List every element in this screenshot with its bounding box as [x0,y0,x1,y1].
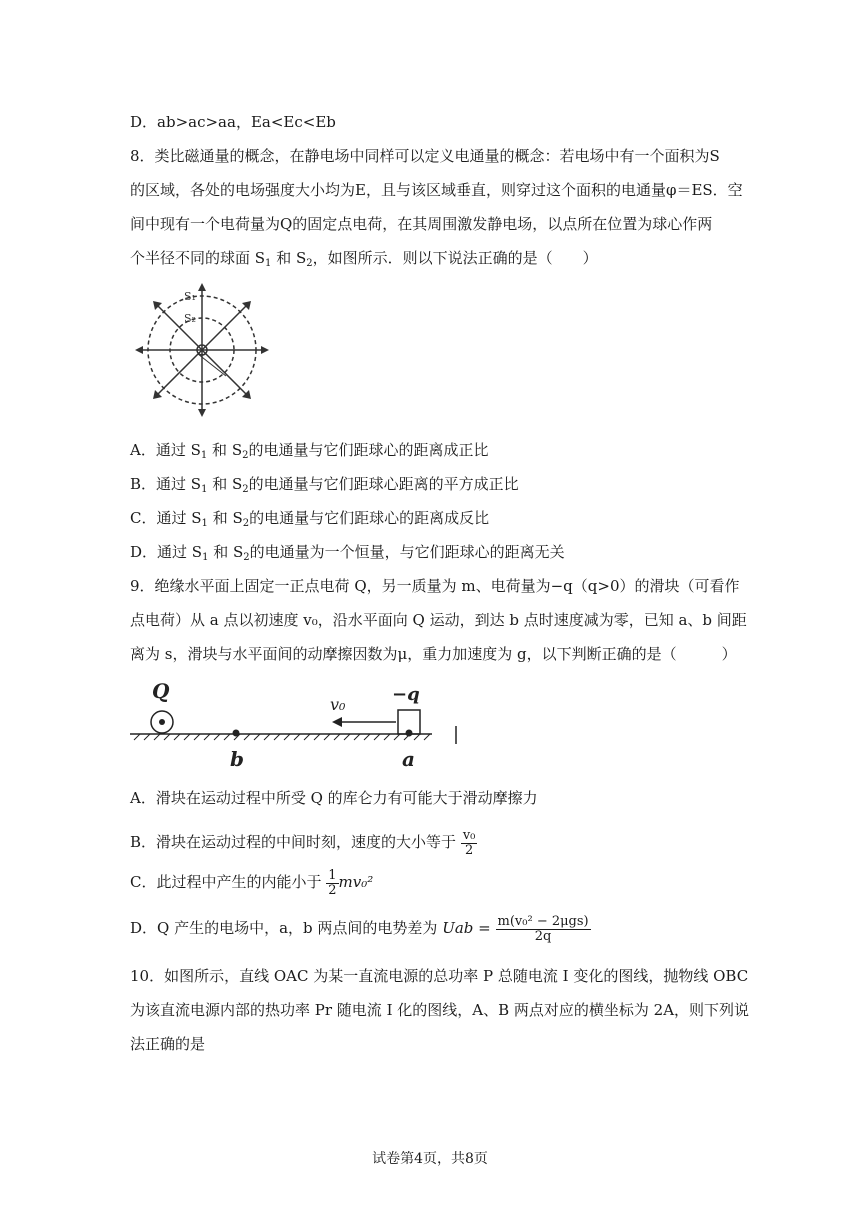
q8-stem-line4: 个半径不同的球面 $S_1$ 和 $S_2$，如图所示．则以下说法正确的是（ ） [130,249,598,269]
fraction-one-half: $\frac{1}{2}$ [328,867,337,898]
q9-stem-line2: 点电荷）从 a 点以初速度 v₀，沿水平面向 Q 运动，到达 b 点时速度减为零，已知 a、b 间距 [130,611,747,629]
label-v0: v₀ [330,695,346,714]
q8-sphere-figure [132,280,272,420]
q10-stem-line3: 法正确的是 [130,1035,206,1053]
fraction-potential-difference: $\frac{\text{m(v₀² − 2μgs)}}{2q}$ [497,913,589,944]
q8-stem-line3: 间中现有一个电荷量为Q的固定点电荷，在其周围激发静电场，以点所在位置为球心作两 [130,215,713,233]
q8-option-d: D．通过 $S_1$ 和 $S_2$的电通量为一个恒量，与它们距球心的距离无关 [130,543,565,563]
label-a: a [402,747,415,771]
label-s1: S₁ [184,290,196,303]
q9-option-b: B．滑块在运动过程的中间时刻，速度的大小等于 $\frac{\text{v₀}}{2}$ [130,827,476,858]
q9-option-d: D．Q 产生的电场中，a，b 两点间的电势差为 Uab = $\frac{\text{m(v₀² − 2μgs)}}{2q}$ [130,913,589,944]
q9-slider-figure [126,676,466,772]
q8-option-c: C．通过 $S_1$ 和 $S_2$的电通量与它们距球心的距离成反比 [130,509,490,529]
label-s2: S₂ [184,312,196,325]
label-Q: Q [152,679,170,703]
q9-option-c: C．此过程中产生的内能小于 $\frac{1}{2}$ mv₀² [130,867,374,898]
fraction-v0-over-2: $\frac{\text{v₀}}{2}$ [462,827,476,858]
q8-stem-line2: 的区域，各处的电场强度大小均为E，且与该区域垂直，则穿过这个面积的电通量φ＝ES．空 [130,181,743,199]
q8-option-a: A．通过 $S_1$ 和 $S_2$的电通量与它们距球心的距离成正比 [130,441,489,461]
q10-stem-line1: 10．如图所示，直线 OAC 为某一直流电源的总功率 P 总随电流 I 变化的图线，抛物线 OBC [130,967,749,985]
point-b [233,730,240,737]
q10-stem-line2: 为该直流电源内部的热功率 Pr 随电流 I 化的图线，A、B 两点对应的横坐标为 2A，则下列说 [130,1001,750,1019]
label-minus-q: −q [392,684,420,705]
q8-stem-line1: 8．类比磁通量的概念，在静电场中同样可以定义电通量的概念：若电场中有一个面积为S [130,147,720,165]
q9-stem-line3: 离为 s，滑块与水平面间的动摩擦因数为μ，重力加速度为 g，以下判断正确的是（ ） [130,645,737,663]
label-b: b [230,747,244,771]
point-a [406,730,413,737]
q8-option-b: B．通过 $S_1$ 和 $S_2$的电通量与它们距球心距离的平方成正比 [130,475,519,495]
page-footer: 试卷第4页，共8页 [372,1151,488,1167]
q9-stem-line1: 9．绝缘水平面上固定一正点电荷 Q，另一质量为 m、电荷量为−q（q>0）的滑块（可看作 [130,577,740,595]
q9-option-a: A．滑块在运动过程中所受 Q 的库仑力有可能大于滑动摩擦力 [130,789,538,807]
q7-option-d: D．ab>ac>aa，Ea<Ec<Eb [130,113,336,131]
